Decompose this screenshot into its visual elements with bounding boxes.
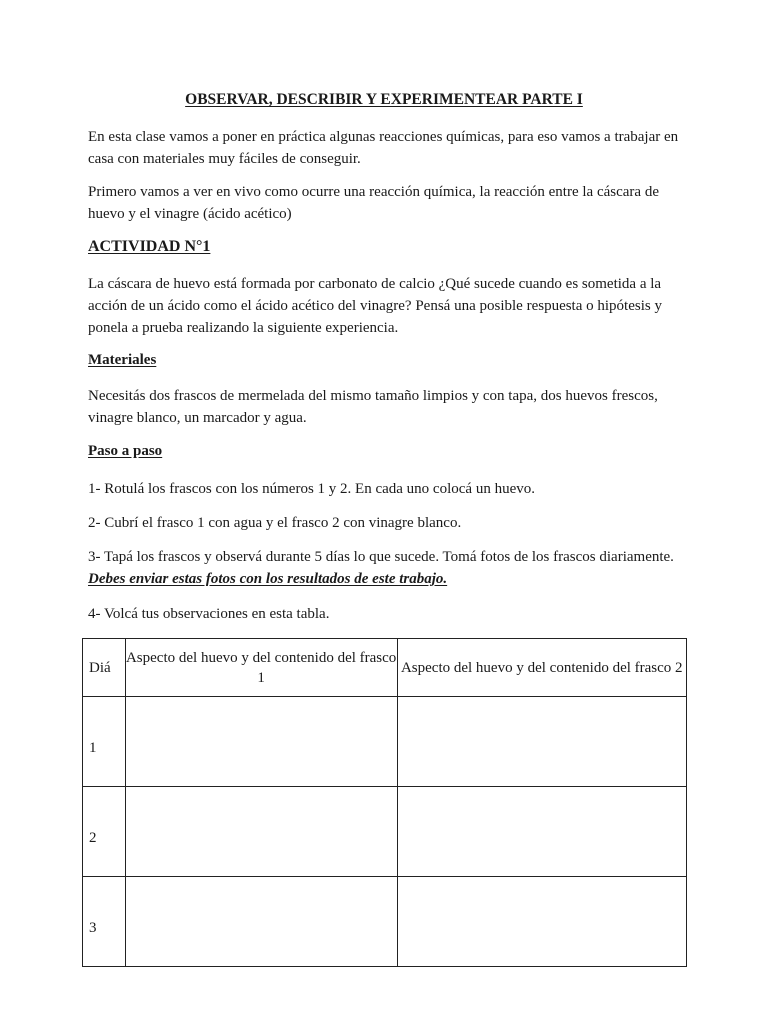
- activity-heading: ACTIVIDAD N°1: [88, 238, 211, 255]
- header-jar-1: Aspecto del huevo y del contenido del frasco 1: [125, 639, 397, 697]
- step-3: [88, 546, 688, 590]
- page-title: OBSERVAR, DESCRIBIR Y EXPERIMENTEAR PARTE I: [185, 91, 583, 108]
- day-cell: 1: [83, 697, 126, 787]
- activity-paragraph: La cáscara de huevo está formada por carbonato de calcio ¿Qué sucede cuando es sometida a la acción de un ácido como el ácido acético del vinagre? Pensá una posible respuesta o hipótesis y ponela a prueba realizando la siguiente experiencia.: [88, 276, 662, 336]
- step-4: 4- Volcá tus observaciones en esta tabla.: [88, 606, 330, 622]
- step-1: 1- Rotulá los frascos con los números 1 y 2. En cada uno colocá un huevo.: [88, 481, 535, 497]
- intro-paragraph-2: Primero vamos a ver en vivo como ocurre una reacción química, la reacción entre la cáscara de huevo y el vinagre (ácido acético): [88, 184, 659, 222]
- jar-2-cell[interactable]: [397, 787, 686, 877]
- jar-1-cell[interactable]: [125, 787, 397, 877]
- table-header-row: [83, 639, 687, 697]
- table-row: [83, 787, 687, 877]
- steps-heading: Paso a paso: [88, 443, 163, 459]
- step-2: 2- Cubrí el frasco 1 con agua y el frasco 2 con vinagre blanco.: [88, 515, 462, 531]
- jar-2-cell[interactable]: [397, 877, 686, 967]
- day-cell: 3: [83, 877, 126, 967]
- table-row: [83, 697, 687, 787]
- day-cell: 2: [83, 787, 126, 877]
- table-row: [83, 877, 687, 967]
- jar-1-cell[interactable]: [125, 877, 397, 967]
- header-jar-2: Aspecto del huevo y del contenido del frasco 2: [397, 639, 686, 697]
- materials-paragraph: Necesitás dos frascos de mermelada del mismo tamaño limpios y con tapa, dos huevos frescos, vinagre blanco, un marcador y agua.: [88, 388, 658, 426]
- jar-1-cell[interactable]: [125, 697, 397, 787]
- intro-paragraph-1: En esta clase vamos a poner en práctica algunas reacciones químicas, para eso vamos a trabajar en casa con materiales muy fáciles de conseguir.: [88, 129, 679, 167]
- materials-heading: Materiales: [88, 352, 157, 368]
- observation-table: [82, 638, 687, 967]
- jar-2-cell[interactable]: [397, 697, 686, 787]
- header-day: Diá: [83, 639, 126, 697]
- step-3-emphasis: Debes enviar estas fotos con los resultados de este trabajo.: [88, 571, 448, 587]
- step-3-text: 3- Tapá los frascos y observá durante 5 días lo que sucede. Tomá fotos de los frascos diariamente.: [88, 549, 674, 565]
